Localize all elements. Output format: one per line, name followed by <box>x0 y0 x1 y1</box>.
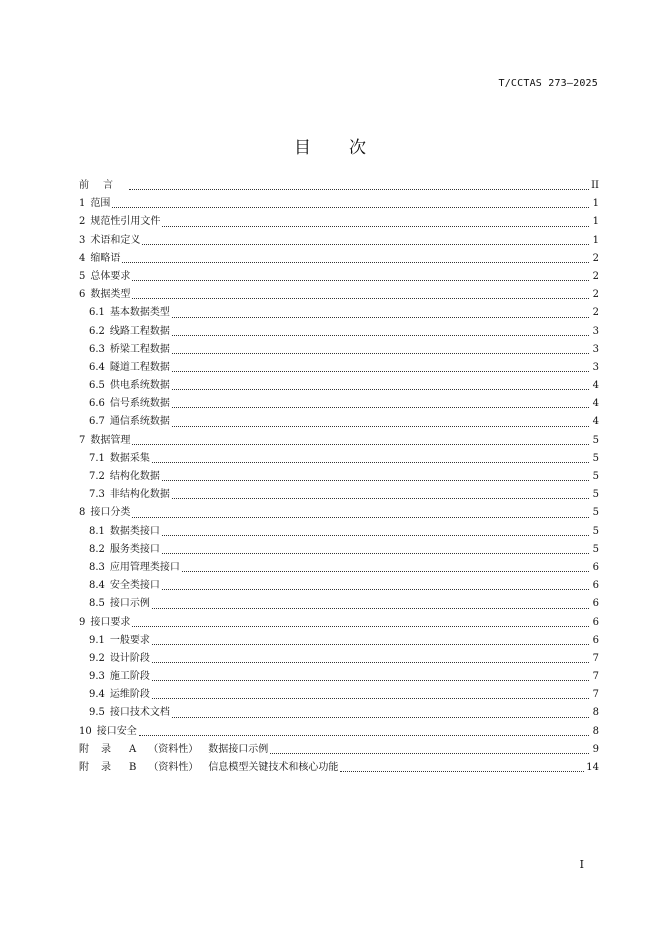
toc-entry-title: 接口要求 <box>90 616 131 628</box>
toc-entry-title: 总体要求 <box>90 270 131 282</box>
toc-entry-title: 信号系统数据 <box>109 398 170 410</box>
toc-entry-title: 基本数据类型 <box>109 307 170 319</box>
toc-leader-dots <box>132 280 589 281</box>
toc-entry-number: 6.6 <box>89 398 105 410</box>
toc-leader-dots <box>132 298 589 299</box>
appendix-prefix: 附录 <box>79 743 123 755</box>
toc-entry[interactable] <box>79 213 599 231</box>
toc-entry[interactable] <box>79 232 599 250</box>
toc-entry[interactable] <box>79 523 599 541</box>
toc-entry-title: 服务类接口 <box>109 543 160 555</box>
toc-leader-dots <box>172 498 589 499</box>
toc-leader-dots <box>142 244 589 245</box>
toc-entry-number: 8.2 <box>89 543 105 555</box>
appendix-letter: B <box>129 762 137 773</box>
toc-entry-page: 7 <box>592 671 599 683</box>
toc-leader-dots <box>152 608 589 609</box>
toc-leader-dots <box>172 371 589 372</box>
toc-entry-title: 隧道工程数据 <box>109 361 170 373</box>
toc-leader-dots <box>139 735 589 736</box>
toc-entry-title: 一般要求 <box>109 634 150 646</box>
toc-leader-dots <box>172 407 589 408</box>
toc-entry-title: 接口安全 <box>96 725 137 737</box>
toc-entry-number: 9.4 <box>89 689 105 701</box>
toc-entry-number: 8.4 <box>89 580 105 592</box>
toc-entry-title: 接口示例 <box>109 598 150 610</box>
toc-entry-title: 施工阶段 <box>109 671 150 683</box>
toc-entry-page: 14 <box>586 762 599 773</box>
appendix-nature: （资料性） <box>148 743 199 755</box>
toc-entry-title: 数据采集 <box>109 452 150 464</box>
toc-entry-number: 8.3 <box>89 561 105 573</box>
toc-leader-dots <box>152 680 589 681</box>
toc-leader-dots <box>182 571 589 572</box>
toc-entry-title: 设计阶段 <box>109 652 150 664</box>
toc-entry-number: 8 <box>79 507 86 519</box>
toc-entry-title: 通信系统数据 <box>109 416 170 428</box>
title-part-2: 次 <box>349 138 368 158</box>
toc-entry-number: 6.7 <box>89 416 105 428</box>
toc-entry-number: 6 <box>79 289 86 301</box>
toc-entry[interactable] <box>79 541 599 559</box>
toc-entry[interactable] <box>79 468 599 486</box>
toc-entry[interactable] <box>79 413 599 431</box>
toc-leader-dots <box>112 207 589 208</box>
toc-entry-page: 9 <box>592 743 599 755</box>
toc-entry-page: 2 <box>592 307 599 319</box>
document-code: T/CCTAS 273—2025 <box>498 78 598 89</box>
toc-entry-page: 7 <box>592 652 599 664</box>
toc-entry-page: II <box>591 180 599 191</box>
appendix-title: 信息模型关键技术和核心功能 <box>208 762 339 773</box>
toc-entry[interactable] <box>79 723 599 741</box>
toc-entry-page: 6 <box>592 598 599 610</box>
toc-entry[interactable] <box>79 323 599 341</box>
title-part-1: 目 <box>294 138 313 158</box>
toc-entry-title: 非结构化数据 <box>109 489 170 501</box>
toc-leader-dots <box>340 771 584 772</box>
toc-leader-dots <box>162 535 589 536</box>
toc-leader-dots <box>152 662 589 663</box>
toc-entry[interactable] <box>79 341 599 359</box>
toc-leader-dots <box>132 517 589 518</box>
toc-entry-page: 7 <box>592 689 599 701</box>
toc-leader-dots <box>270 753 589 754</box>
toc-entry-foreword[interactable] <box>79 177 599 195</box>
appendix-nature: （资料性） <box>148 762 199 773</box>
toc-entry-page: 5 <box>592 434 599 446</box>
toc-entry-page: 5 <box>592 525 599 537</box>
toc-entry-number: 9.5 <box>89 707 105 719</box>
toc-entry-title: 范围 <box>90 198 111 210</box>
toc-entry-page: 6 <box>592 580 599 592</box>
toc-entry-number: 9 <box>79 616 86 628</box>
toc-leader-dots <box>172 426 589 427</box>
toc-entry-page: 4 <box>592 398 599 410</box>
toc-entry-title: 接口分类 <box>90 507 131 519</box>
toc-entry[interactable] <box>79 395 599 413</box>
toc-entry-page: 5 <box>592 507 599 519</box>
toc-entry[interactable] <box>79 377 599 395</box>
appendix-prefix: 附录 <box>79 762 123 773</box>
toc-entry-number: 9.3 <box>89 671 105 683</box>
toc-entry-appendix[interactable] <box>79 741 599 759</box>
toc-entry-number: 6.4 <box>89 361 105 373</box>
toc-entry-number: 5 <box>79 270 86 282</box>
toc-leader-dots <box>152 698 589 699</box>
toc-entry-title: 接口技术文档 <box>109 707 170 719</box>
toc-entry-title: 数据管理 <box>90 434 131 446</box>
toc-entry-page: 3 <box>592 343 599 355</box>
toc-leader-dots <box>152 644 589 645</box>
toc-entry[interactable] <box>79 304 599 322</box>
toc-entry-page: 1 <box>592 198 599 210</box>
toc-entry-number: 9.1 <box>89 634 105 646</box>
toc-entry-number: 7.3 <box>89 489 105 501</box>
toc-leader-dots <box>152 462 589 463</box>
toc-entry-number: 10 <box>79 725 92 737</box>
toc-entry[interactable] <box>79 359 599 377</box>
toc-leader-dots <box>162 480 589 481</box>
toc-entry[interactable] <box>79 504 599 522</box>
toc-entry-page: 5 <box>592 471 599 482</box>
toc-entry-page: 3 <box>592 361 599 373</box>
toc-entry[interactable] <box>79 614 599 632</box>
toc-entry-title: 前言 <box>79 180 127 191</box>
toc-entry-page: 4 <box>592 380 599 392</box>
toc-entry-page: 5 <box>592 489 599 501</box>
toc-leader-dots <box>132 444 589 445</box>
toc-leader-dots <box>172 717 589 718</box>
toc-entry-page: 2 <box>592 270 599 282</box>
toc-entry[interactable] <box>79 268 599 286</box>
toc-entry-page: 5 <box>592 452 599 464</box>
toc-entry-title: 桥梁工程数据 <box>109 343 170 355</box>
toc-entry-title: 结构化数据 <box>109 471 160 482</box>
toc-entry-page: 1 <box>592 216 599 228</box>
toc-entry-number: 6.5 <box>89 380 105 392</box>
toc-entry-page: 2 <box>592 252 599 264</box>
toc-entry-title: 运维阶段 <box>109 689 150 701</box>
toc-entry-number: 3 <box>79 234 86 246</box>
toc-leader-dots <box>122 262 589 263</box>
appendix-title: 数据接口示例 <box>208 743 269 755</box>
toc-entry-number: 2 <box>79 216 86 228</box>
toc-entry-page: 4 <box>592 416 599 428</box>
table-of-contents <box>79 177 599 777</box>
toc-leader-dots <box>172 335 589 336</box>
toc-entry-number: 9.2 <box>89 652 105 664</box>
toc-leader-dots <box>162 226 589 227</box>
toc-entry[interactable] <box>79 250 599 268</box>
toc-entry-page: 6 <box>592 561 599 573</box>
toc-entry[interactable] <box>79 286 599 304</box>
toc-entry-title: 应用管理类接口 <box>109 561 180 573</box>
toc-entry-number: 7.2 <box>89 471 105 482</box>
toc-entry-title: 安全类接口 <box>109 580 160 592</box>
toc-entry-page: 2 <box>592 289 599 301</box>
toc-entry-number: 8.5 <box>89 598 105 610</box>
toc-entry-page: 1 <box>592 234 599 246</box>
toc-entry-title: 线路工程数据 <box>109 325 170 337</box>
toc-entry[interactable] <box>79 486 599 504</box>
toc-entry[interactable] <box>79 650 599 668</box>
toc-entry[interactable] <box>79 704 599 722</box>
toc-entry-title: 供电系统数据 <box>109 380 170 392</box>
toc-entry-title: 数据类接口 <box>109 525 160 537</box>
toc-entry-page: 6 <box>592 634 599 646</box>
toc-entry-page: 6 <box>592 616 599 628</box>
toc-entry[interactable] <box>79 432 599 450</box>
toc-leader-dots <box>172 389 589 390</box>
toc-entry-number: 6.2 <box>89 325 105 337</box>
toc-entry[interactable] <box>79 686 599 704</box>
toc-entry-number: 6.1 <box>89 307 105 319</box>
toc-entry[interactable] <box>79 577 599 595</box>
toc-entry[interactable] <box>79 668 599 686</box>
toc-entry[interactable] <box>79 559 599 577</box>
toc-entry-appendix[interactable] <box>79 759 599 777</box>
toc-entry-title: 数据类型 <box>90 289 131 301</box>
toc-entry-page: 8 <box>592 707 599 719</box>
toc-entry-number: 1 <box>79 198 86 210</box>
toc-entry-number: 4 <box>79 252 86 264</box>
page-number: I <box>579 858 584 871</box>
appendix-letter: A <box>129 743 137 755</box>
toc-entry-page: 5 <box>592 543 599 555</box>
toc-entry-number: 7 <box>79 434 86 446</box>
toc-entry-number: 6.3 <box>89 343 105 355</box>
toc-entry-title: 缩略语 <box>90 252 121 264</box>
toc-entry-number: 7.1 <box>89 452 105 464</box>
toc-entry-page: 8 <box>592 725 599 737</box>
toc-leader-dots <box>132 626 589 627</box>
toc-entry-number: 8.1 <box>89 525 105 537</box>
toc-entry[interactable] <box>79 450 599 468</box>
page-title <box>0 133 662 158</box>
toc-leader-dots <box>172 353 589 354</box>
toc-entry[interactable] <box>79 632 599 650</box>
toc-leader-dots <box>172 317 589 318</box>
toc-leader-dots <box>162 553 589 554</box>
toc-leader-dots <box>162 589 589 590</box>
toc-entry-title: 术语和定义 <box>90 234 141 246</box>
toc-entry[interactable] <box>79 195 599 213</box>
toc-entry-page: 3 <box>592 325 599 337</box>
toc-entry[interactable] <box>79 595 599 613</box>
toc-entry-title: 规范性引用文件 <box>90 216 161 228</box>
toc-leader-dots <box>129 189 589 190</box>
